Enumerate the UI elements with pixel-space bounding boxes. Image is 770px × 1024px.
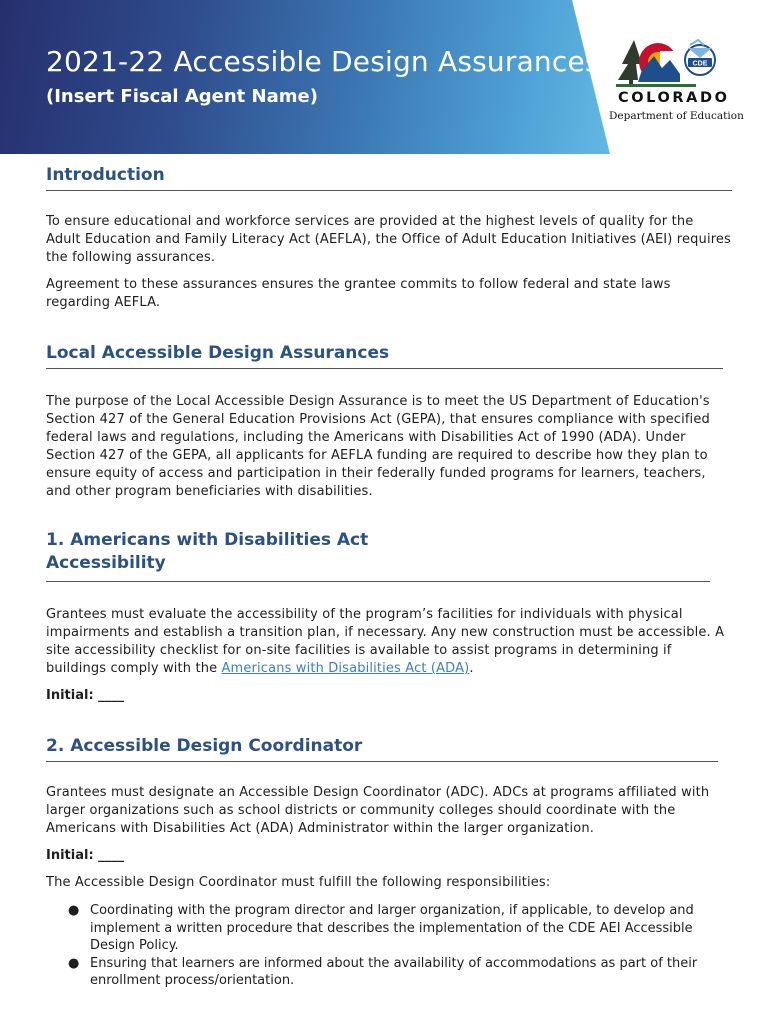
ada-paragraph bbox=[46, 606, 732, 678]
introduction-paragraph-2: Agreement to these assurances ensures the grantee commits to follow federal and state laws regarding AEFLA. bbox=[46, 277, 671, 310]
ada-heading bbox=[46, 529, 710, 582]
ada-paragraph-text: Grantees must evaluate the accessibility of the program’s facilities for individuals with physical impairments and establish a transition plan, if necessary. Any new construction must be accessible. A site accessibility checklist for on-site facilities is available to assist programs in determining if buildings comply with the bbox=[46, 607, 725, 676]
ada-heading-line-1: 1. Americans with Disabilities Act bbox=[46, 530, 369, 550]
bullet-icon: ● bbox=[68, 903, 80, 918]
responsibilities-list bbox=[68, 902, 732, 990]
local-assurances-paragraph: The purpose of the Local Accessible Design Assurance is to meet the US Department of Education's Section 427 of the General Education Provisions Act (GEPA), that ensures compliance with specified federal laws and regulations, including the Americans with Disabilities Act of 1990 (ADA). Under Section 427 of the GEPA, all applicants for AEFLA funding are required to describe how they plan to ensure equity of access and participation in their federally funded programs for learners, teachers, and other program beneficiaries with disabilities. bbox=[46, 394, 710, 499]
coordinator-initial-field[interactable]: Initial: ____ bbox=[46, 848, 125, 863]
list-item-text: Ensuring that learners are informed about the availability of accommodations as part of their enrollment process/orientation. bbox=[90, 955, 698, 988]
local-assurances-heading: Local Accessible Design Assurances bbox=[46, 342, 723, 369]
ada-link[interactable]: Americans with Disabilities Act (ADA) bbox=[221, 661, 470, 676]
list-item bbox=[68, 902, 732, 955]
ada-paragraph-end: . bbox=[469, 661, 474, 676]
responsibilities-intro: The Accessible Design Coordinator must fulfill the following responsibilities: bbox=[46, 875, 551, 890]
pine-tree-icon bbox=[618, 40, 642, 80]
cde-badge-text: CDE bbox=[692, 60, 708, 68]
list-item bbox=[68, 955, 732, 990]
logo-wordmark: COLORADO bbox=[618, 90, 730, 106]
ada-heading-line-2: Accessibility bbox=[46, 553, 166, 573]
fiscal-agent-placeholder: (Insert Fiscal Agent Name) bbox=[46, 86, 318, 107]
logo-department: Department of Education bbox=[609, 110, 744, 122]
introduction-paragraph-1: To ensure educational and workforce services are provided at the highest levels of quality for the Adult Education and Family Literacy Act (AEFLA), the Office of Adult Education Initiatives (AEI) requires the following assurances. bbox=[46, 214, 731, 265]
bullet-icon: ● bbox=[68, 955, 80, 971]
ada-initial-field[interactable]: Initial: ____ bbox=[46, 688, 125, 703]
list-item-text: Coordinating with the program director and larger organization, if applicable, to develop and implement a written procedure that describes the implementation of the CDE AEI Accessible Design Policy. bbox=[90, 903, 694, 953]
document-content bbox=[46, 164, 732, 990]
coordinator-paragraph: Grantees must designate an Accessible Design Coordinator (ADC). ADCs at programs affiliated with larger organizations such as school districts or community colleges should coordinate with the Americans with Disabilities Act (ADA) Administrator within the larger organization. bbox=[46, 785, 710, 836]
document-title: 2021-22 Accessible Design Assurances bbox=[46, 45, 600, 78]
introduction-heading: Introduction bbox=[46, 164, 732, 191]
coordinator-heading: 2. Accessible Design Coordinator bbox=[46, 735, 718, 762]
